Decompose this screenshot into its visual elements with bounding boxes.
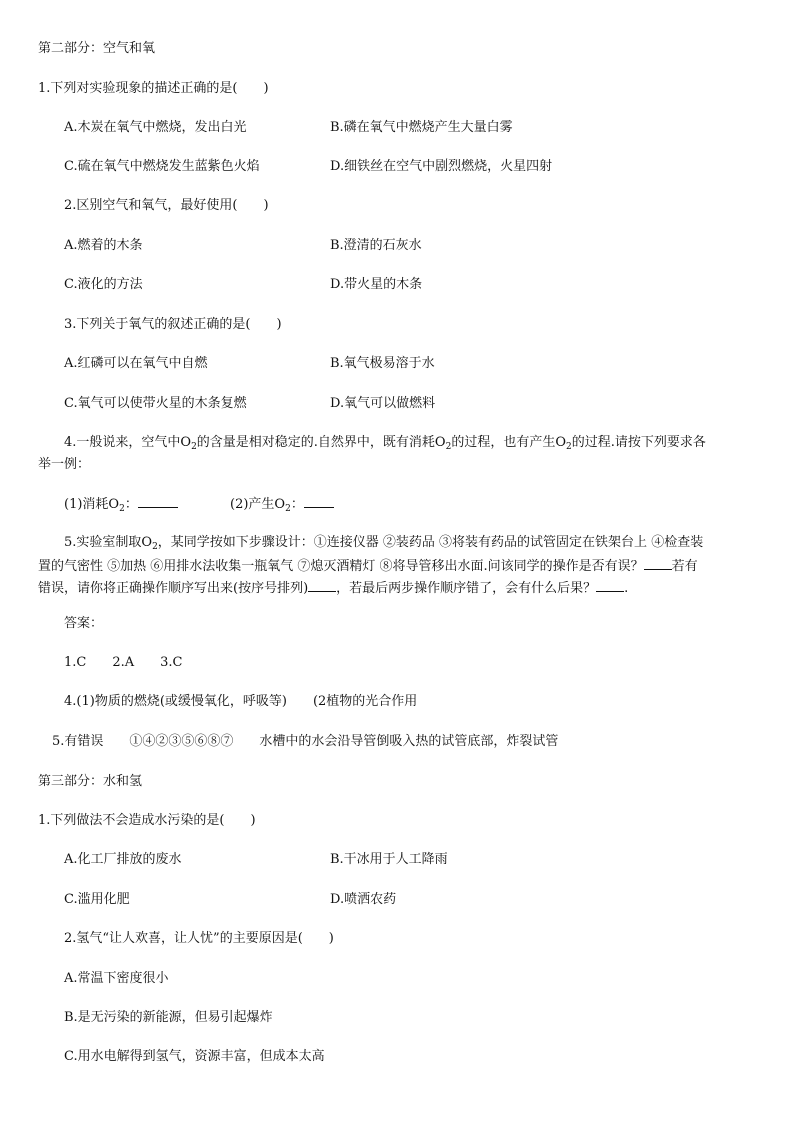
section-2-title: 第二部分：空气和氧 xyxy=(38,41,156,56)
s2-q2-option-a: A.燃着的木条 xyxy=(64,238,143,253)
section-3-title: 第三部分：水和氢 xyxy=(38,774,143,789)
s3-q1-stem: 1.下列做法不会造成水污染的是( ) xyxy=(38,813,256,828)
answer-blank[interactable] xyxy=(644,556,672,570)
s3-q1-option-b: B.干冰用于人工降雨 xyxy=(330,852,448,867)
s2-q1-option-d: D.细铁丝在空气中剧烈燃烧，火星四射 xyxy=(330,159,553,174)
s3-q1-option-c: C.滥用化肥 xyxy=(64,892,130,907)
answers-line-2: 4.(1)物质的燃烧(或缓慢氧化，呼吸等) (2植物的光合作用 xyxy=(64,694,418,709)
answer-blank[interactable] xyxy=(138,494,178,508)
s2-q3-stem: 3.下列关于氧气的叙述正确的是( ) xyxy=(64,317,282,332)
s2-q3-option-c: C.氧气可以使带火星的木条复燃 xyxy=(64,396,247,411)
s3-q2-option-c: C.用水电解得到氢气，资源丰富，但成本太高 xyxy=(64,1049,325,1064)
s2-q2-option-c: C.液化的方法 xyxy=(64,277,143,292)
answers-title: 答案： xyxy=(64,616,104,631)
s2-q5-line1: 5.实验室制取$O_2$，某同学按如下步骤设计：①连接仪器 ②装药品 ③将装有药品的试管固定在铁架台上 ④检查装 xyxy=(64,535,704,552)
s2-q1-option-b: B.磷在氧气中燃烧产生大量白雾 xyxy=(330,120,513,135)
s2-q4-sub2: (2)产生$O_2$： xyxy=(230,494,334,514)
s2-q3-option-d: D.氧气可以做燃料 xyxy=(330,396,436,411)
answers-line-1: 1.C 2.A 3.C xyxy=(64,655,183,670)
s2-q5-line2: 置的气密性 ⑤加热 ⑥用排水法收集一瓶氧气 ⑦熄灭酒精灯 ⑧将导管移出水面.问该同学的操作是否有误？ 若有 xyxy=(38,556,698,576)
s2-q4-line2: 举一例： xyxy=(38,457,91,472)
s3-q1-option-d: D.喷洒农药 xyxy=(330,892,397,907)
s2-q5-line3: 错误，请你将正确操作顺序写出来(按序号排列) ，若最后两步操作顺序错了，会有什么后果？ . xyxy=(38,578,628,598)
s2-q3-option-a: A.红磷可以在氧气中自燃 xyxy=(64,356,208,371)
s3-q2-stem: 2.氢气“让人欢喜，让人忧”的主要原因是( ) xyxy=(64,931,334,946)
answer-blank[interactable] xyxy=(308,578,336,592)
s2-q2-stem: 2.区别空气和氧气，最好使用( ) xyxy=(64,198,269,213)
s2-q1-stem: 1.下列对实验现象的描述正确的是( ) xyxy=(38,81,269,96)
s2-q1-option-c: C.硫在氧气中燃烧发生蓝紫色火焰 xyxy=(64,159,260,174)
s3-q2-option-a: A.常温下密度很小 xyxy=(64,971,169,986)
answer-blank[interactable] xyxy=(596,578,624,592)
s2-q4-sub1: (1)消耗$O_2$： xyxy=(64,494,178,514)
answer-blank[interactable] xyxy=(304,494,334,508)
s2-q4-line1: 4.一般说来，空气中$O_2$的含量是相对稳定的.自然界中，既有消耗$O_2$的过程，也有产生$O_2$的过程.请按下列要求各 xyxy=(64,435,706,452)
s2-q2-option-d: D.带火星的木条 xyxy=(330,277,423,292)
answers-line-3: 5.有错误 ①④②③⑤⑥⑧⑦ 水槽中的水会沿导管倒吸入热的试管底部，炸裂试管 xyxy=(52,734,559,749)
s3-q2-option-b: B.是无污染的新能源，但易引起爆炸 xyxy=(64,1010,273,1025)
s2-q3-option-b: B.氧气极易溶于水 xyxy=(330,356,435,371)
s3-q1-option-a: A.化工厂排放的废水 xyxy=(64,852,182,867)
s2-q2-option-b: B.澄清的石灰水 xyxy=(330,238,422,253)
s2-q1-option-a: A.木炭在氧气中燃烧，发出白光 xyxy=(64,120,247,135)
